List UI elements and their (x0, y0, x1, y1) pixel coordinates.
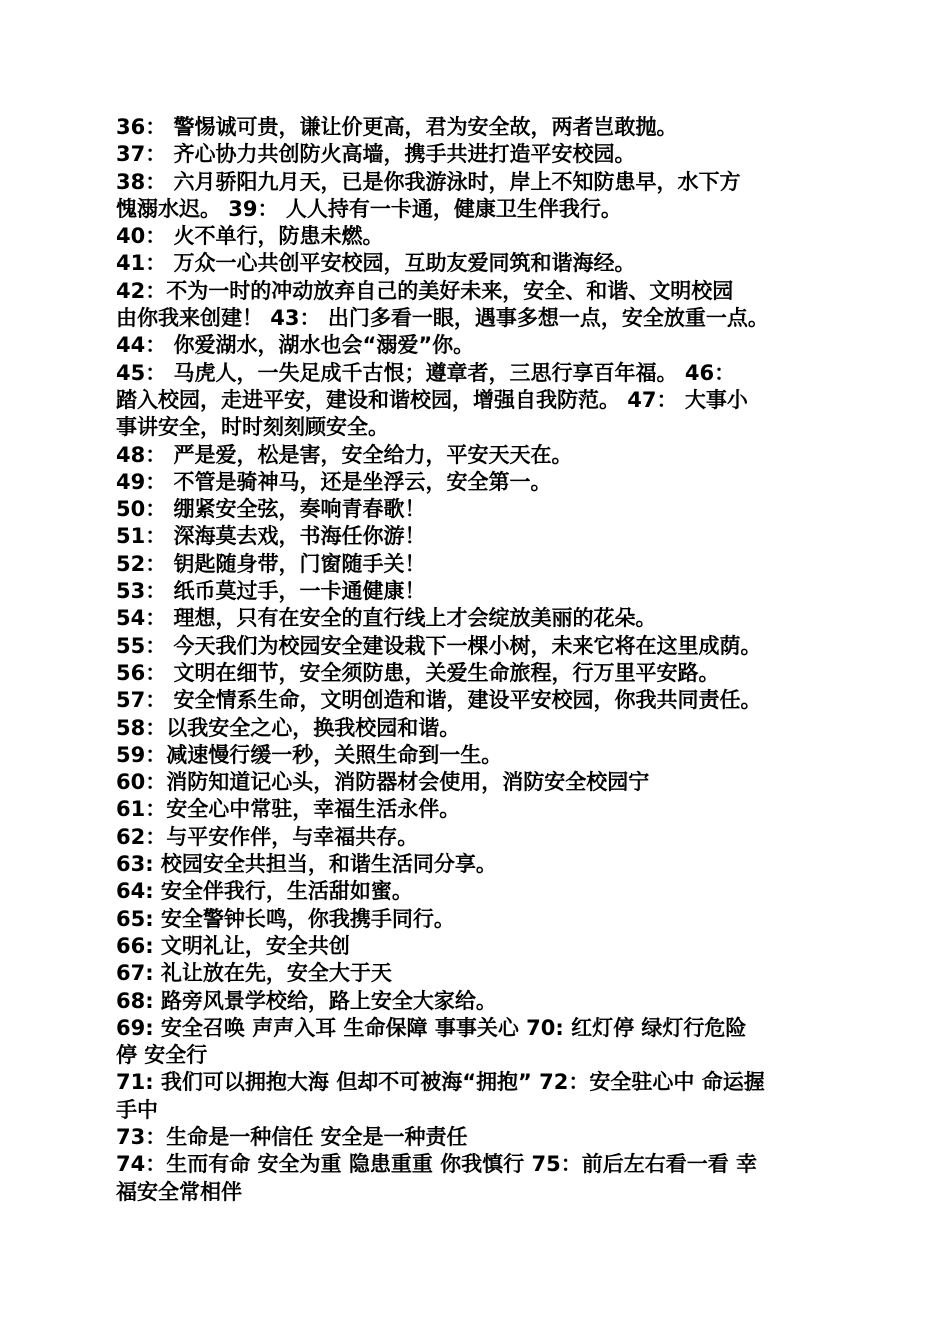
text-line: 37： 齐心协力共创防火高墙，携手共进打造平安校园。 (116, 142, 636, 167)
text-line: 事讲安全，时时刻刻顾安全。 (116, 415, 389, 440)
text-line: 由你我来创建！ 43： 出门多看一眼，遇事多想一点，安全放重一点。 (116, 306, 769, 331)
text-line: 40： 火不单行，防患未燃。 (116, 224, 384, 249)
text-line: 52： 钥匙随身带，门窗随手关！ (116, 551, 426, 576)
text-line: 73：生命是一种信任 安全是一种责任 (116, 1124, 468, 1149)
text-line: 38： 六月骄阳九月天，已是你我游泳时，岸上不知防患早，水下方 (116, 169, 741, 194)
document-page (116, 114, 842, 1206)
text-line: 49： 不管是骑神马，还是坐浮云，安全第一。 (116, 469, 552, 494)
text-line: 69: 安全召唤 声声入耳 生命保障 事事关心 70: 红灯停 绿灯行危险 (116, 1015, 747, 1040)
text-line: 63: 校园安全共担当，和谐生活同分享。 (116, 852, 497, 877)
text-line: 54： 理想，只有在安全的直行线上才会绽放美丽的花朵。 (116, 606, 657, 631)
text-line: 60：消防知道记心头，消防器材会使用，消防安全校园宁 (116, 770, 650, 795)
text-line: 74：生而有命 安全为重 隐患重重 你我慎行 75：前后左右看一看 幸 (116, 1152, 757, 1177)
text-line: 停 安全行 (116, 1043, 208, 1068)
text-line: 58：以我安全之心，换我校园和谐。 (116, 715, 461, 740)
text-line: 65: 安全警钟长鸣，你我携手同行。 (116, 906, 455, 931)
text-line: 36： 警惕诚可贵，谦让价更高，君为安全故，两者岂敢抛。 (116, 115, 678, 139)
text-line: 61：安全心中常驻，幸福生活永伴。 (116, 797, 461, 822)
text-line: 愧溺水迟。 39： 人人持有一卡通，健康卫生伴我行。 (116, 196, 622, 221)
text-line: 71: 我们可以拥抱大海 但却不可被海“拥抱” 72：安全驻心中 命运握 (116, 1070, 765, 1095)
text-line: 59：减速慢行缓一秒，关照生命到一生。 (116, 742, 503, 767)
text-line: 62：与平安作伴，与幸福共存。 (116, 824, 419, 849)
text-line: 踏入校园，走进平安，建设和谐校园，增强自我防范。 47： 大事小 (116, 387, 748, 412)
text-line: 55： 今天我们为校园安全建设栽下一棵小树，未来它将在这里成荫。 (116, 633, 762, 658)
text-line: 64: 安全伴我行，生活甜如蜜。 (116, 879, 413, 904)
text-line: 68: 路旁风景学校给，路上安全大家给。 (116, 988, 497, 1013)
text-line: 福安全常相伴 (116, 1179, 242, 1204)
text-line: 50： 绷紧安全弦，奏响青春歌！ (116, 497, 426, 522)
text-line: 41： 万众一心共创平安校园，互助友爱同筑和谐海经。 (116, 251, 636, 276)
text-line: 手中 (116, 1097, 158, 1122)
text-line: 45： 马虎人，一失足成千古恨；遵章者，三思行享百年福。 46： (116, 360, 736, 385)
text-line: 51： 深海莫去戏，书海任你游！ (116, 524, 426, 549)
text-line: 48： 严是爱，松是害，安全给力，平安天天在。 (116, 442, 573, 467)
text-line: 53： 纸币莫过手，一卡通健康！ (116, 579, 426, 604)
text-line: 56： 文明在细节，安全须防患，关爱生命旅程，行万里平安路。 (116, 660, 720, 685)
text-line: 42：不为一时的冲动放弃自己的美好未来，安全、和谐、文明校园 (116, 278, 734, 303)
text-line: 66: 文明礼让，安全共创 (116, 933, 350, 958)
text-line: 57： 安全情系生命，文明创造和谐，建设平安校园，你我共同责任。 (116, 688, 762, 713)
text-line: 67: 礼让放在先，安全大于天 (116, 961, 392, 986)
text-line: 44： 你爱湖水，湖水也会“溺爱”你。 (116, 333, 475, 358)
